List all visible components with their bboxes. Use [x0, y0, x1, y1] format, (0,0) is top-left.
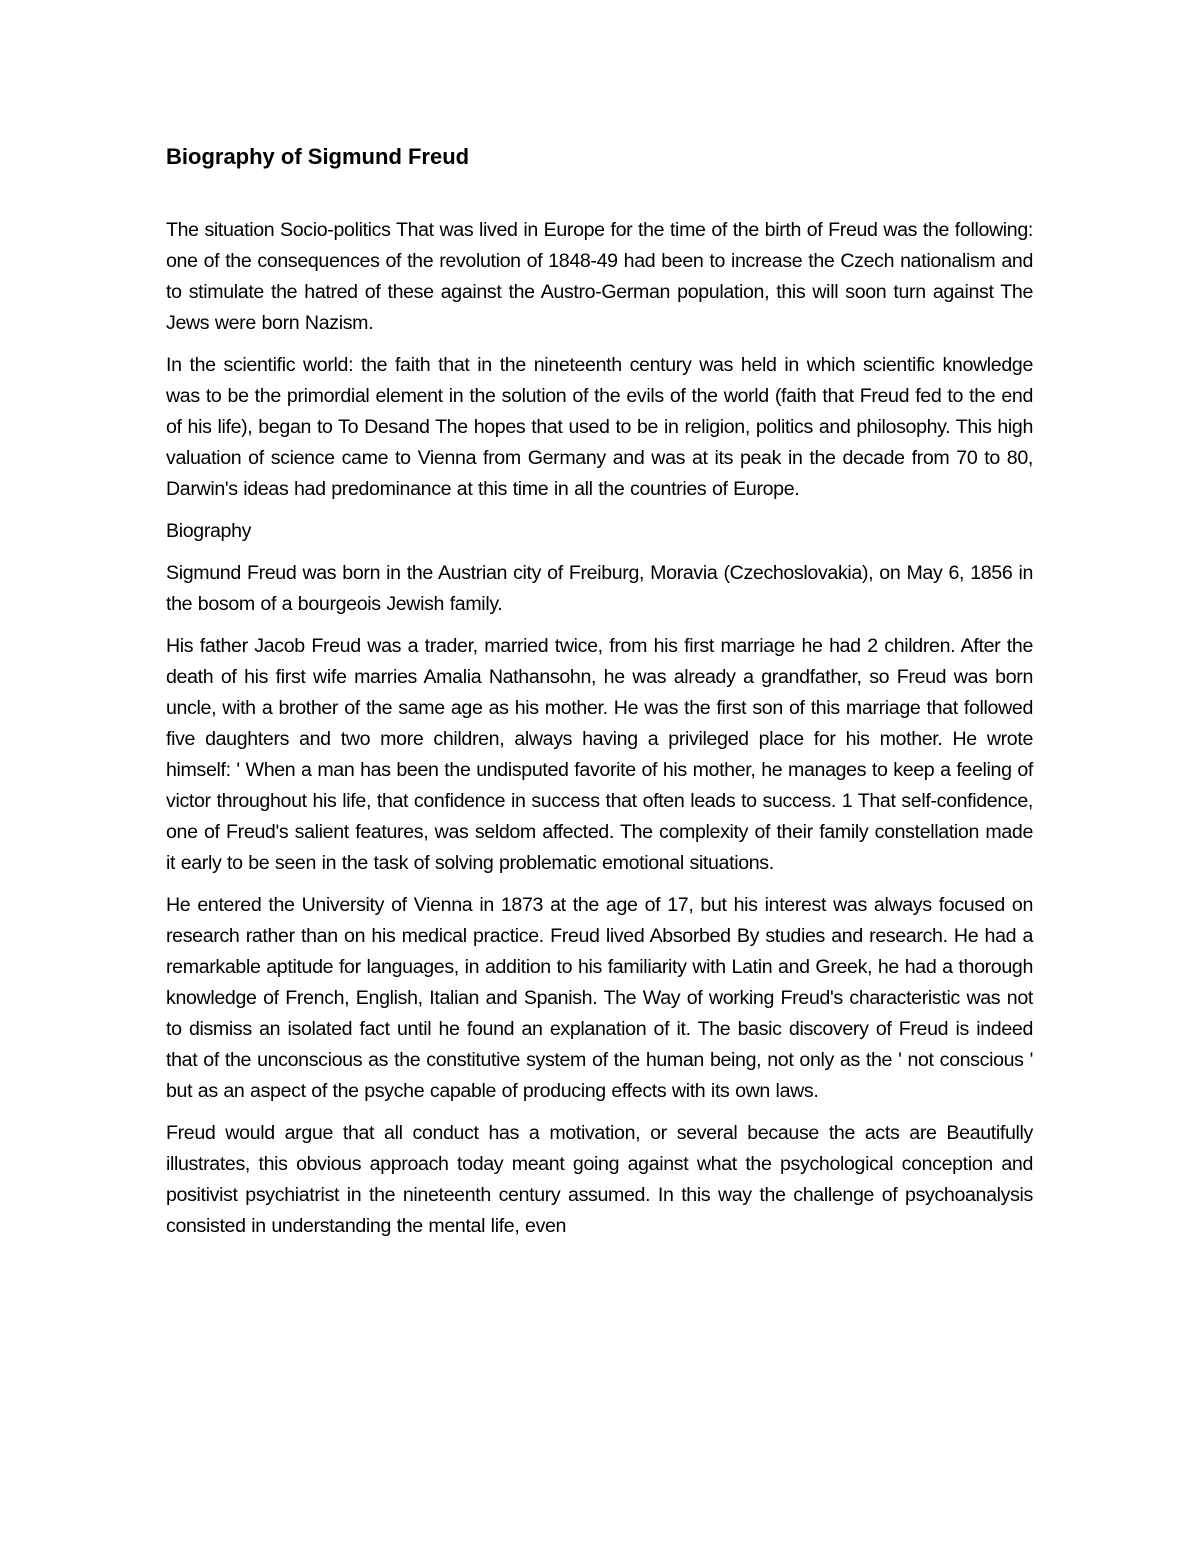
section-heading-biography: Biography: [166, 520, 252, 542]
paragraph-university: He entered the University of Vienna in 1873 at the age of 17, but his interest was always focused on research rather than on his medical practice. Freud lived Absorbed By studies and research. He had a remarkable aptitude for languages, in addition to his familiarity with Latin and Greek, he had a thorough knowledge of French, English, Italian and Spanish. The Way of working Freud's characteristic was not to dismiss an isolated fact until he found an explanation of it. The basic discovery of Freud is indeed that of the unconscious as the constitutive system of the human being, not only as the ' not conscious ' but as an aspect of the psyche capable of producing effects with its own laws.: [166, 894, 1033, 1102]
paragraph-scientific-world: In the scientific world: the faith that in the nineteenth century was held in which scientific knowledge was to be the primordial element in the solution of the evils of the world (faith that Freud fed to the end of his life), began to To Desand The hopes that used to be in religion, politics and philosophy. This high valuation of science came to Vienna from Germany and was at its peak in the decade from 70 to 80, Darwin's ideas had predominance at this time in all the countries of Europe.: [166, 354, 1033, 500]
paragraph-birth: Sigmund Freud was born in the Austrian city of Freiburg, Moravia (Czechoslovakia), on May 6, 1856 in the bosom of a bourgeois Jewish family.: [166, 562, 1033, 615]
paragraph-father: His father Jacob Freud was a trader, married twice, from his first marriage he had 2 children. After the death of his first wife marries Amalia Nathansohn, he was already a grandfather, so Freud was born uncle, with a brother of the same age as his mother. He was the first son of this marriage that followed five daughters and two more children, always having a privileged place for his mother. He wrote himself: ' When a man has been the undisputed favorite of his mother, he manages to keep a feeling of victor throughout his life, that confidence in success that often leads to success. 1 That self-confidence, one of Freud's salient features, was seldom affected. The complexity of their family constellation made it early to be seen in the task of solving problematic emotional situations.: [166, 635, 1033, 874]
paragraph-motivation: Freud would argue that all conduct has a motivation, or several because the acts are Beautifully illustrates, this obvious approach today meant going against what the psychological conception and positivist psychiatrist in the nineteenth century assumed. In this way the challenge of psychoanalysis consisted in understanding the mental life, even: [166, 1122, 1033, 1237]
document-page: [166, 140, 1033, 1242]
document-title: Biography of Sigmund Freud: [166, 144, 470, 169]
paragraph-socio-politics: The situation Socio-politics That was lived in Europe for the time of the birth of Freud was the following: one of the consequences of the revolution of 1848-49 had been to increase the Czech nationalism and to stimulate the hatred of these against the Austro-German population, this will soon turn against The Jews were born Nazism.: [166, 219, 1033, 334]
